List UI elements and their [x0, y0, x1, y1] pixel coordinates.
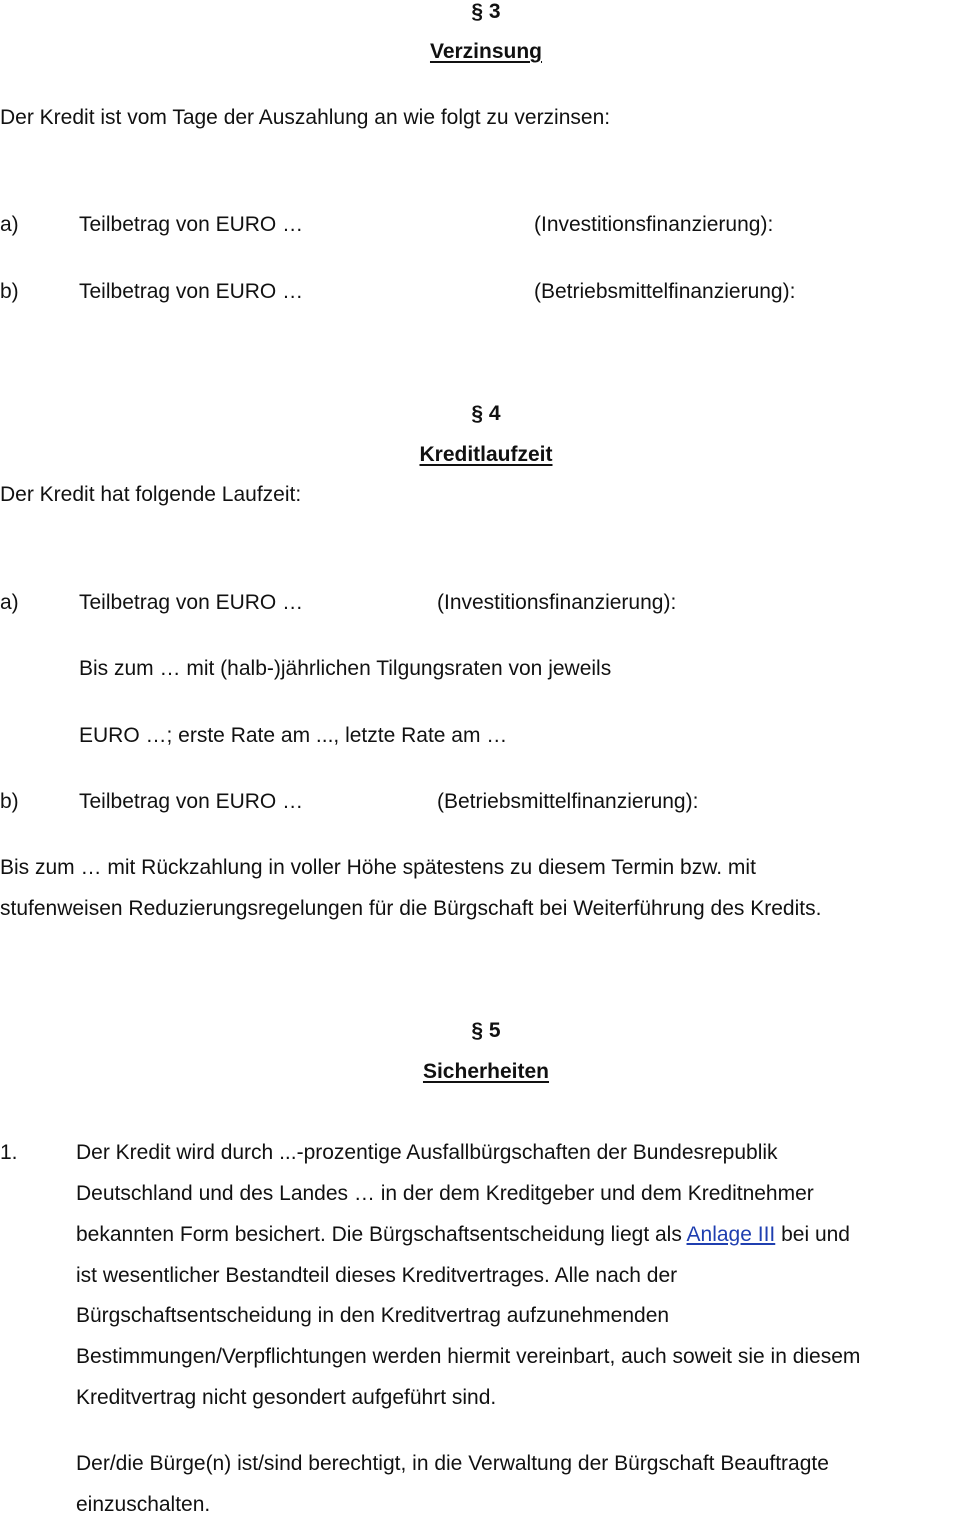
section-5-number: § 5	[471, 1019, 501, 1042]
paragraph-text: bekannten Form besichert. Die Bürgschaftsentscheidung liegt als	[76, 1223, 687, 1246]
closing-text: Bis zum … mit Rückzahlung in voller Höhe spätestens zu diesem Termin bzw. mit	[0, 856, 756, 879]
item-detail: Bis zum … mit (halb-)jährlichen Tilgungsraten von jeweils	[79, 657, 612, 680]
closing-text: stufenweisen Reduzierungsregelungen für die Bürgschaft bei Weiterführung des Kredits.	[0, 897, 822, 920]
section-3-number: § 3	[471, 0, 501, 23]
section-4-intro: Der Kredit hat folgende Laufzeit:	[0, 483, 302, 506]
item-detail: EURO …; erste Rate am ..., letzte Rate am …	[79, 724, 508, 747]
paragraph-line: Der Kredit wird durch ...-prozentige Ausfallbürgschaften der Bundesrepublik	[76, 1141, 778, 1164]
item-purpose: (Investitionsfinanzierung):	[534, 213, 774, 236]
item-amount: Teilbetrag von EURO …	[79, 213, 304, 236]
anlage-iii-link[interactable]: Anlage III	[686, 1223, 776, 1246]
section-5-title: Sicherheiten	[422, 1060, 550, 1083]
item-label: a)	[0, 213, 19, 236]
section-4-number: § 4	[471, 402, 501, 425]
section-3-title: Verzinsung	[429, 40, 543, 63]
item-label: b)	[0, 280, 19, 303]
section-4-title: Kreditlaufzeit	[419, 443, 553, 466]
paragraph-line	[76, 1222, 850, 1248]
paragraph-line: Deutschland und des Landes … in der dem Kreditgeber und dem Kreditnehmer	[76, 1182, 814, 1205]
item-purpose: (Investitionsfinanzierung):	[437, 591, 677, 614]
item-amount: Teilbetrag von EURO …	[79, 790, 304, 813]
item-label: 1.	[0, 1141, 18, 1164]
paragraph-line: Bürgschaftsentscheidung in den Kreditvertrag aufzunehmenden	[76, 1304, 670, 1327]
item-label: a)	[0, 591, 19, 614]
paragraph-line: Der/die Bürge(n) ist/sind berechtigt, in die Verwaltung der Bürgschaft Beauftragte	[76, 1452, 829, 1475]
paragraph-line: einzuschalten.	[76, 1493, 211, 1516]
paragraph-line: Kreditvertrag nicht gesondert aufgeführt sind.	[76, 1386, 497, 1409]
item-label: b)	[0, 790, 19, 813]
paragraph-text: bei und	[775, 1223, 850, 1246]
item-purpose: (Betriebsmittelfinanzierung):	[437, 790, 699, 813]
paragraph-line: ist wesentlicher Bestandteil dieses Kreditvertrages. Alle nach der	[76, 1264, 678, 1287]
item-amount: Teilbetrag von EURO …	[79, 280, 304, 303]
item-amount: Teilbetrag von EURO …	[79, 591, 304, 614]
paragraph-line: Bestimmungen/Verpflichtungen werden hiermit vereinbart, auch soweit sie in diesem	[76, 1345, 861, 1368]
item-purpose: (Betriebsmittelfinanzierung):	[534, 280, 796, 303]
section-3-intro: Der Kredit ist vom Tage der Auszahlung an wie folgt zu verzinsen:	[0, 106, 611, 129]
